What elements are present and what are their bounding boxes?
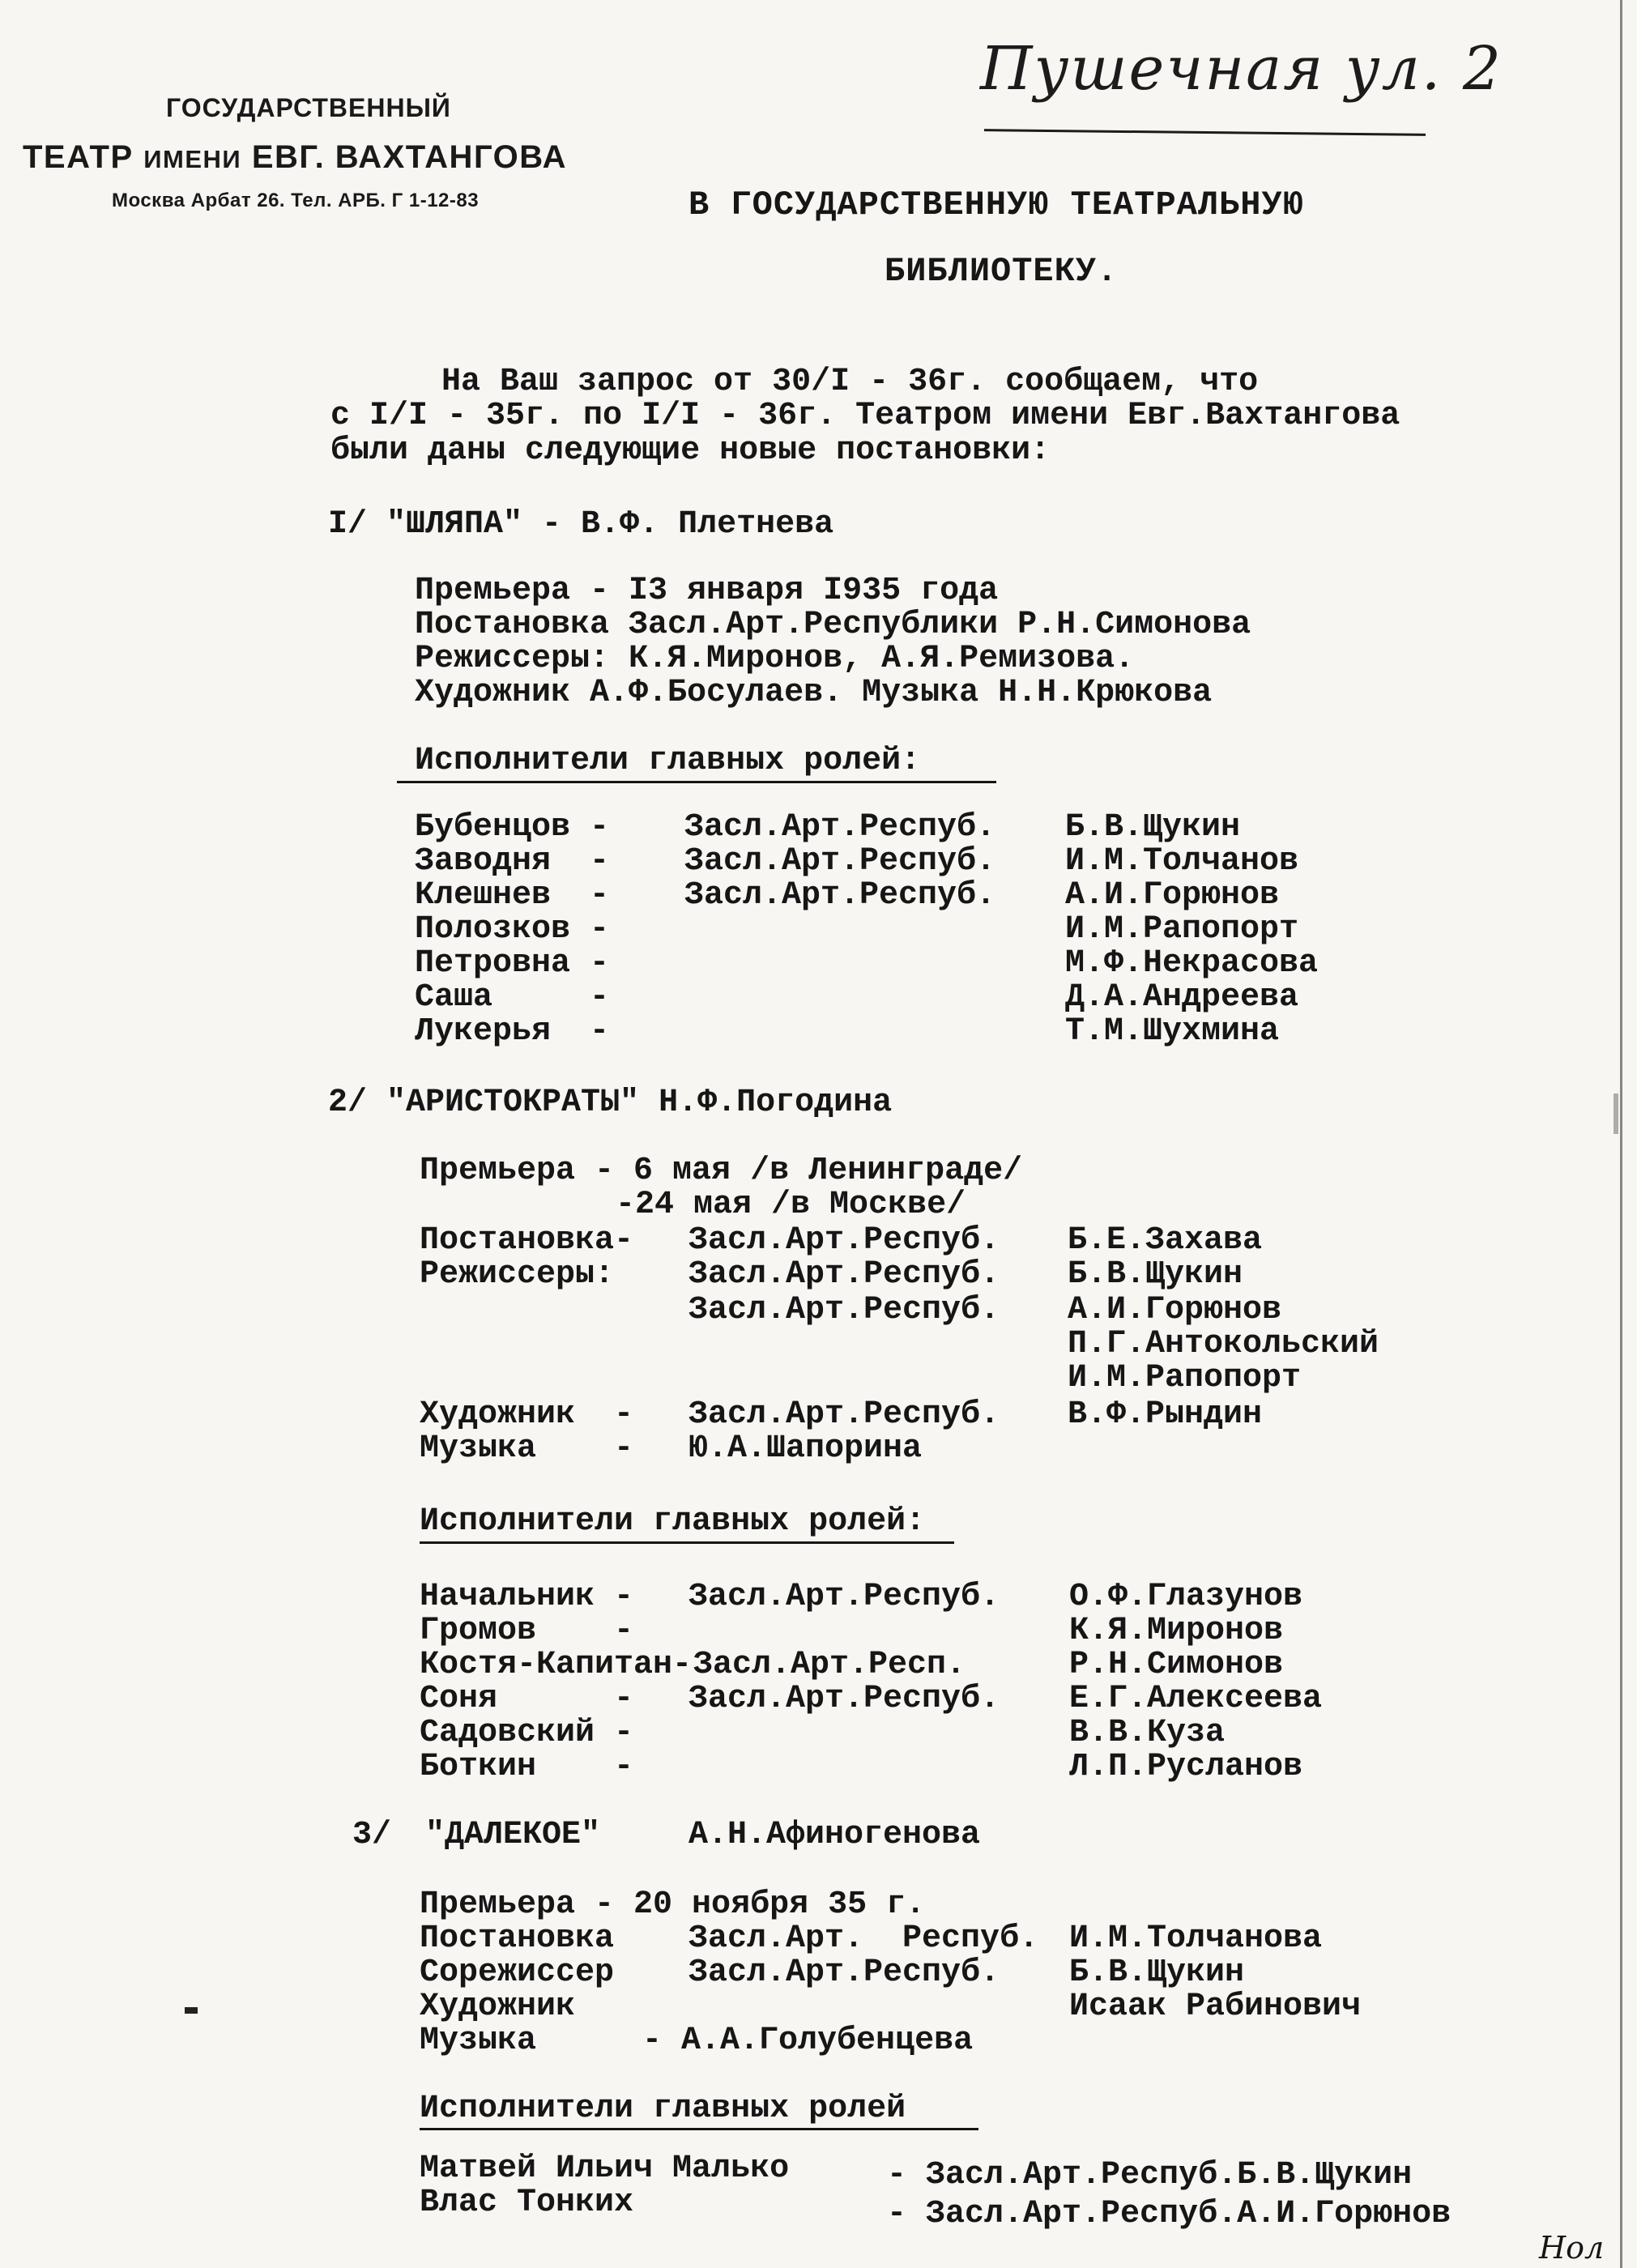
cast-actor: В.В.Куза [1069,1715,1226,1751]
staff-title: Засл.Арт.Респуб. [688,1256,1000,1293]
cast-actor: И.М.Рапопорт [1065,911,1299,948]
corner-note: Нол [1539,2230,1605,2266]
staff-name: И.М.Толчанова [1069,1921,1323,1957]
staff-label: Музыка [420,2023,537,2059]
staff-name: В.Ф.Рындин [1068,1396,1263,1433]
cast-role: Лукерья - [415,1013,610,1050]
cast-role: Начальник - [420,1579,634,1615]
production3-heading-author: А.Н.Афиногенова [688,1817,981,1853]
production3-heading-title: "ДАЛЕКОЕ" [425,1817,601,1853]
production3-cast-underline [420,2128,978,2130]
staff-label: Сорежиссер [420,1955,615,1991]
production1-directors: Режиссеры: К.Я.Миронов, А.Я.Ремизова. [415,641,1135,677]
handwritten-underline [984,129,1426,136]
production1-cast-heading: Исполнители главных ролей: [415,743,921,779]
production2-heading: 2/ "АРИСТОКРАТЫ" Н.Ф.Погодина [328,1085,893,1121]
cast-actor: И.М.Толчанов [1065,843,1299,880]
cast-role: Костя-Капитан- [420,1647,693,1683]
cast-role: Боткин - [420,1749,634,1785]
cast-actor: А.И.Горюнов [1065,877,1280,914]
cast-title: Засл.Арт.Респуб. [688,1579,1000,1615]
staff-label: Художник - [420,1396,634,1433]
production1-staging: Постановка Засл.Арт.Республики Р.Н.Симонова [415,607,1251,643]
cast-title: Засл.Арт.Респуб. [684,877,996,914]
staff-label: Постановка- [420,1222,634,1259]
cast-credit: - Засл.Арт.Респуб.Б.В.Щукин [887,2157,1413,2193]
cast-actor: Л.П.Русланов [1069,1749,1303,1785]
staff-name: Б.В.Щукин [1068,1256,1243,1293]
staff-title: Засл.Арт.Респуб. [688,1955,1000,1991]
addressee-line1: В ГОСУДАРСТВЕННУЮ ТЕАТРАЛЬНУЮ [688,185,1304,224]
staff-name: Б.Е.Захава [1068,1222,1263,1259]
intro-line2: с I/I - 35г. по I/I - 36г. Театром имени Евг.Вахтангова [330,398,1400,434]
production1-artist: Художник А.Ф.Босулаев. Музыка Н.Н.Крюкова [415,675,1213,711]
cast-role: Клешнев - [415,877,610,914]
cast-title: Засл.Арт.Респуб. [684,843,996,880]
staff-label: Художник [420,1989,576,2025]
staff-label: Музыка - [420,1430,634,1467]
cast-actor: Т.М.Шухмина [1065,1013,1280,1050]
cast-actor: Р.Н.Симонов [1069,1647,1284,1683]
cast-credit: - Засл.Арт.Респуб.А.И.Горюнов [887,2196,1452,2232]
cast-actor: К.Я.Миронов [1069,1613,1284,1649]
addressee-line2: БИБЛИОТЕКУ. [885,252,1119,291]
cast-actor: М.Ф.Некрасова [1065,945,1319,982]
production3-heading-number: 3/ [352,1817,392,1853]
cast-role: Бубенцов - [415,809,610,846]
staff-name: Б.В.Щукин [1069,1955,1245,1991]
staff-label: Режиссеры: [420,1256,615,1293]
production3-cast-heading: Исполнители главных ролей [420,2091,906,2127]
cast-role: Матвей Ильич Малько [420,2151,790,2187]
production2-premiere2: -24 мая /в Москве/ [616,1187,966,1223]
production1-premiere: Премьера - I3 января I935 года [415,573,999,609]
intro-line1: На Ваш запрос от 30/I - 36г. сообщаем, что [441,364,1259,400]
staff-title: - А.А.Голубенцева [603,2023,974,2059]
cast-role: Громов - [420,1613,634,1649]
staff-name: Исаак Рабинович [1069,1989,1362,2025]
staff-title: Засл.Арт. Респуб. [688,1921,1039,1957]
cast-actor: Б.В.Щукин [1065,809,1241,846]
letterhead-theatre: ТЕАТР [23,139,134,175]
handwritten-note: Пушечная ул. 2 [980,34,1503,104]
cast-actor: Е.Г.Алексеева [1069,1681,1323,1717]
production2-cast-underline [420,1541,954,1544]
staff-name: А.И.Горюнов [1068,1292,1282,1328]
letterhead-name: ЕВГ. ВАХТАНГОВА [251,139,567,175]
production2-cast-heading: Исполнители главных ролей: [420,1503,926,1540]
staff-name: П.Г.Антокольский [1068,1326,1379,1362]
staff-title: Засл.Арт.Респуб. [688,1396,1000,1433]
cast-role: Полозков - [415,911,610,948]
cast-role: Саша - [415,979,610,1016]
cast-title: Засл.Арт.Респ. [693,1647,966,1683]
production3-premiere: Премьера - 20 ноября 35 г. [420,1886,926,1923]
cast-title: Засл.Арт.Респуб. [684,809,996,846]
cast-actor: О.Ф.Глазунов [1069,1579,1303,1615]
cast-title: Засл.Арт.Респуб. [688,1681,1000,1717]
staff-title: Ю.А.Шапорина [688,1430,923,1467]
letterhead-line2 [23,139,567,176]
intro-line3: были даны следующие новые постановки: [330,433,1051,469]
cast-actor: Д.А.Андреева [1065,979,1299,1016]
production1-cast-underline [397,781,996,783]
production1-heading: I/ "ШЛЯПА" - В.Ф. Плетнева [328,506,834,543]
letterhead-address: Москва Арбат 26. Тел. АРБ. Г 1-12-83 [112,190,480,211]
cast-role: Влас Тонких [420,2185,634,2221]
staff-label: Постановка [420,1921,615,1957]
cast-role: Петровна - [415,945,610,982]
production2-premiere1: Премьера - 6 мая /в Ленинграде/ [420,1153,1023,1189]
letterhead-line1: ГОСУДАРСТВЕННЫЙ [166,93,451,122]
staff-title: Засл.Арт.Респуб. [688,1292,1000,1328]
cast-role: Соня - [420,1681,634,1717]
letterhead-imeni: ИМЕНИ [143,145,242,173]
cast-role: Садовский - [420,1715,634,1751]
staff-title: Засл.Арт.Респуб. [688,1222,1000,1259]
cast-role: Заводня - [415,843,610,880]
margin-mark [185,2007,198,2014]
staff-name: И.М.Рапопорт [1068,1360,1302,1396]
margin-mark [1614,1094,1618,1134]
scan-edge [1620,0,1622,2268]
